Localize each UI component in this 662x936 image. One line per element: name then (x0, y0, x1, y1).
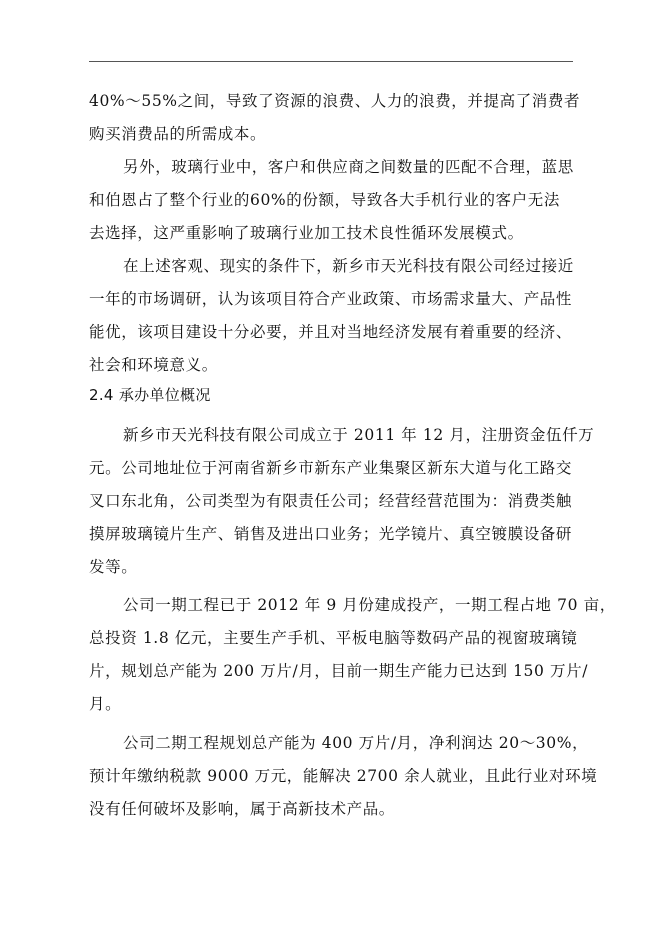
text-line: 能优，该项目建设十分必要，并且对当地经济发展有着重要的经济、 (89, 323, 573, 341)
text-line: 在上述客观、现实的条件下，新乡市天光科技有限公司经过接近 (123, 257, 574, 275)
text-line: 公司一期工程已于 2012 年 9 月份建成投产，一期工程占地 70 亩， (123, 596, 616, 614)
text-line: 发等。 (89, 558, 138, 576)
text-line: 片，规划总产能为 200 万片/月，目前一期生产能力已达到 150 万片/ (89, 662, 589, 680)
text-line: 总投资 1.8 亿元，主要生产手机、平板电脑等数码产品的视窗玻璃镜 (89, 629, 578, 647)
text-line: 一年的市场调研，认为该项目符合产业政策、市场需求量大、产品性 (89, 290, 573, 308)
text-line: 月。 (89, 695, 122, 713)
text-line: 社会和环境意义。 (89, 356, 218, 374)
text-line: 另外，玻璃行业中，客户和供应商之间数量的匹配不合理，蓝思 (123, 158, 574, 176)
section-heading: 2.4 承办单位概况 (89, 386, 211, 404)
text-line: 购买消费品的所需成本。 (89, 125, 267, 143)
text-line: 摸屏玻璃镜片生产、销售及进出口业务；光学镜片、真空镀膜设备研 (89, 525, 573, 543)
text-line: 没有任何破坏及影响，属于高新技术产品。 (89, 800, 395, 818)
text-line: 和伯恩占了整个行业的60%的份额，导致各大手机行业的客户无法 (89, 191, 560, 209)
text-line: 叉口东北角，公司类型为有限责任公司；经营经营范围为：消费类触 (89, 492, 573, 510)
text-line: 公司二期工程规划总产能为 400 万片/月，净利润达 20～30%， (123, 734, 589, 752)
text-line: 40%～55%之间，导致了资源的浪费、人力的浪费，并提高了消费者 (89, 92, 581, 110)
text-line: 去选择，这严重影响了玻璃行业加工技术良性循环发展模式。 (89, 224, 524, 242)
text-line: 预计年缴纳税款 9000 万元，能解决 2700 余人就业，且此行业对环境 (89, 767, 598, 785)
text-line: 元。公司地址位于河南省新乡市新东产业集聚区新东大道与化工路交 (89, 459, 573, 477)
header-rule (89, 61, 573, 62)
text-line: 新乡市天光科技有限公司成立于 2011 年 12 月，注册资金伍仟万 (123, 426, 595, 444)
